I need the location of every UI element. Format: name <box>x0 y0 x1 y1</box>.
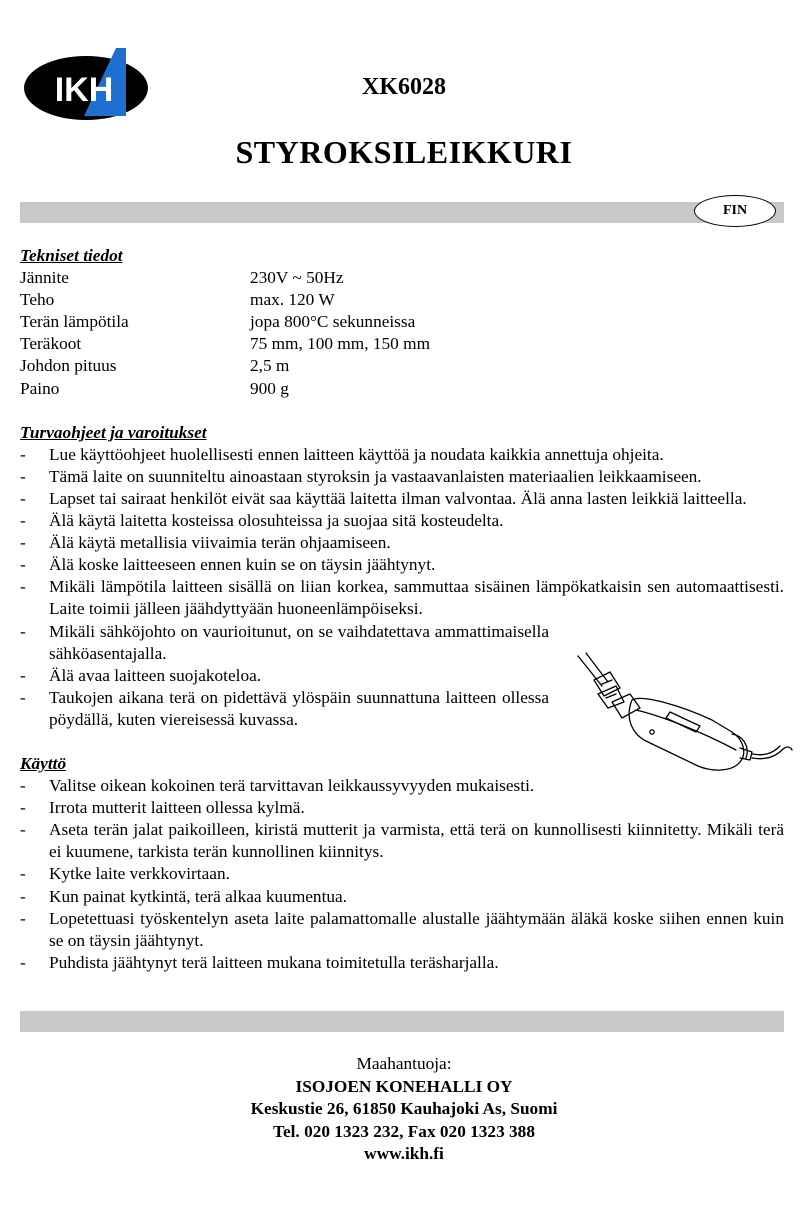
company-phone: Tel. 020 1323 232, Fax 020 1323 388 <box>273 1121 535 1141</box>
spec-label: Teräkoot <box>20 334 82 354</box>
usage-heading: Käyttö <box>20 753 67 773</box>
language-badge: FIN <box>694 195 776 227</box>
safety-heading: Turvaohjeet ja varoitukset <box>20 422 207 442</box>
spec-value: 230V ~ 50Hz <box>250 268 344 288</box>
spec-value: max. 120 W <box>250 290 335 310</box>
specs-heading: Tekniset tiedot <box>20 246 123 265</box>
header-divider-bar <box>20 202 784 223</box>
list-item: - Valitse oikean kokoinen terä tarvittavan leikkaussyvyyden mukaisesti. <box>20 775 784 797</box>
list-item: - Puhdista jäähtynyt terä laitteen mukana toimitetulla teräsharjalla. <box>20 952 784 974</box>
spec-row <box>20 267 784 289</box>
spec-row <box>20 311 784 333</box>
spec-label: Teho <box>20 290 55 310</box>
list-item: - Kytke laite verkkovirtaan. <box>20 863 784 885</box>
list-item: - Älä käytä laitetta kosteissa olosuhteissa ja suojaa sitä kosteudelta. <box>20 510 784 532</box>
spec-value: 900 g <box>250 378 289 398</box>
list-item: - Kun painat kytkintä, terä alkaa kuumentua. <box>20 886 784 908</box>
spec-value: 2,5 m <box>250 356 290 376</box>
spec-value: jopa 800°C sekunneissa <box>250 312 416 332</box>
usage-list <box>20 775 784 974</box>
spec-label: Terän lämpötila <box>20 312 129 332</box>
spec-row <box>20 289 784 311</box>
svg-text:IKH: IKH <box>54 71 114 109</box>
list-item: - Aseta terän jalat paikoilleen, kiristä mutterit ja varmista, että terä on kunnollisesti kiinnitetty. Mikäli terä ei kuumene, tarkista terän kunnollinen kiinnitys. <box>20 819 784 863</box>
list-item: - Tämä laite on suunniteltu ainoastaan styroksin ja vastaavanlaisten materiaalien leikkaamiseen. <box>20 466 784 488</box>
company-address: Keskustie 26, 61850 Kauhajoki As, Suomi <box>250 1099 558 1119</box>
list-item: - Lapset tai sairaat henkilöt eivät saa käyttää laitetta ilman valvontaa. Älä anna lasten leikkiä laitteella. <box>20 488 784 510</box>
spec-table <box>20 267 784 400</box>
list-item: - Irrota mutterit laitteen ollessa kylmä. <box>20 797 784 819</box>
list-item: - Älä käytä metallisia viivaimia terän ohjaamiseen. <box>20 532 784 554</box>
spec-row <box>20 378 784 400</box>
spec-label: Johdon pituus <box>20 356 117 376</box>
page-title: STYROKSILEIKKURI <box>235 134 573 170</box>
list-item: - Lue käyttöohjeet huolellisesti ennen laitteen käyttöä ja noudata kaikkia annettuja ohjeita. <box>20 444 784 466</box>
importer-info <box>0 1053 808 1166</box>
spec-label: Jännite <box>20 268 69 288</box>
importer-label: Maahantuoja: <box>356 1054 452 1073</box>
list-item: - Mikäli sähköjohto on vaurioitunut, on se vaihdatettava ammattimaisella sähköasentajalla. <box>20 621 549 665</box>
list-item: - Älä avaa laitteen suojakoteloa. <box>20 665 549 687</box>
company-website[interactable]: www.ikh.fi <box>364 1144 444 1164</box>
spec-row <box>20 355 784 377</box>
list-item: - Lopetettuasi työskentelyn aseta laite palamattomalle alustalle jäähtymään äläkä koske siihen ennen kuin se on täysin jäähtynyt. <box>20 908 784 952</box>
spec-row <box>20 333 784 355</box>
list-item: - Älä koske laitteeseen ennen kuin se on täysin jäähtynyt. <box>20 554 784 576</box>
spec-label: Paino <box>20 378 60 398</box>
company-name: ISOJOEN KONEHALLI OY <box>295 1076 513 1096</box>
model-number: XK6028 <box>362 74 446 100</box>
styrofoam-cutter-illustration <box>572 650 794 780</box>
manual-content <box>20 245 784 974</box>
list-item: - Taukojen aikana terä on pidettävä ylöspäin suunnattuna laitteen ollessa pöydällä, kuten viereisessä kuvassa. <box>20 687 549 731</box>
spec-value: 75 mm, 100 mm, 150 mm <box>250 334 431 354</box>
list-item: - Mikäli lämpötila laitteen sisällä on liian korkea, sammuttaa sisäinen lämpökatkaisin sen automaattisesti. Laite toimii jälleen jäähdyttyään huoneenlämpöiseksi. <box>20 576 784 620</box>
footer-divider-bar <box>20 1011 784 1032</box>
